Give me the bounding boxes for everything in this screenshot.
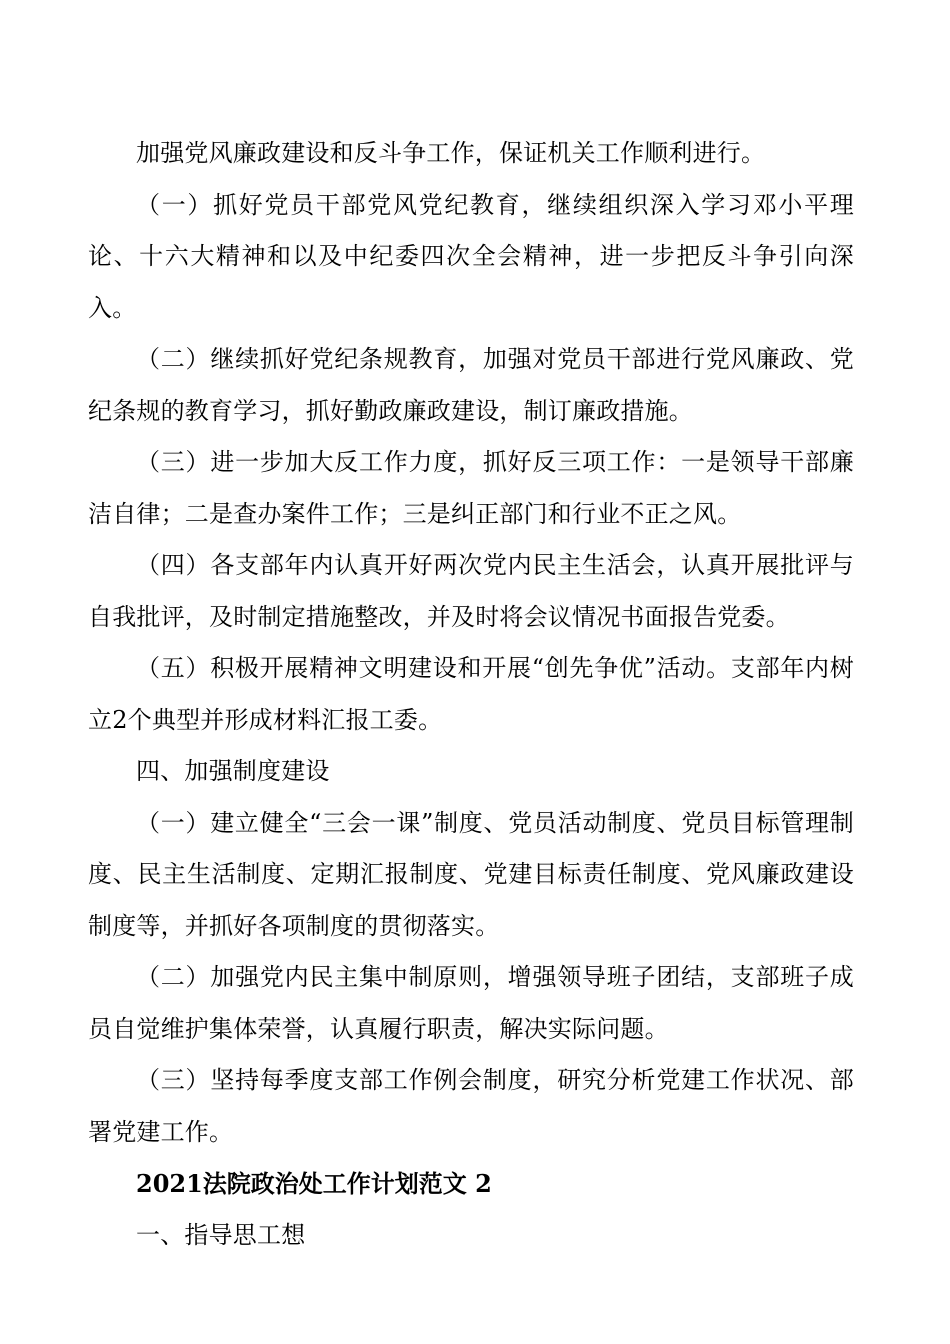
paragraph-item-4: （四）各支部年内认真开好两次党内民主生活会，认真开展批评与自我批评，及时制定措施整改，并及时将会议情况书面报告党委。	[88, 551, 854, 631]
paragraph-system-1: （一）建立健全“三会一课”制度、党员活动制度、党员目标管理制度、民主生活制度、定期汇报制度、党建目标责任制度、党风廉政建设制度等，并抓好各项制度的贯彻落实。	[88, 808, 854, 940]
paragraph-item-2: （二）继续抓好党纪条规教育，加强对党员干部进行党风廉政、党纪条规的教育学习，抓好勤政廉政建设，制订廉政措施。	[88, 345, 854, 425]
paragraph-system-2: （二）加强党内民主集中制原则，增强领导班子团结，支部班子成员自觉维护集体荣誉，认真履行职责，解决实际问题。	[88, 963, 854, 1043]
document-section-heading: 2021法院政治处工作计划范文 2	[136, 1169, 492, 1198]
section-title-system-building: 四、加强制度建设	[136, 757, 330, 785]
paragraph-item-3: （三）进一步加大反工作力度，抓好反三项工作：一是领导干部廉洁自律；二是查办案件工作；三是纠正部门和行业不正之风。	[88, 448, 854, 528]
paragraph-item-1: （一）抓好党员干部党风党纪教育，继续组织深入学习邓小平理论、十六大精神和以及中纪委四次全会精神，进一步把反斗争引向深入。	[88, 190, 854, 322]
paragraph-item-5: （五）积极开展精神文明建设和开展“创先争优”活动。支部年内树立2个典型并形成材料汇报工委。	[88, 654, 854, 734]
paragraph-system-3: （三）坚持每季度支部工作例会制度，研究分析党建工作状况、部署党建工作。	[88, 1066, 854, 1146]
document-body	[88, 128, 854, 1261]
paragraph-intro: 加强党风廉政建设和反斗争工作，保证机关工作顺利进行。	[136, 139, 766, 167]
paragraph-guiding-thought: 一、指导思工想	[136, 1220, 306, 1249]
